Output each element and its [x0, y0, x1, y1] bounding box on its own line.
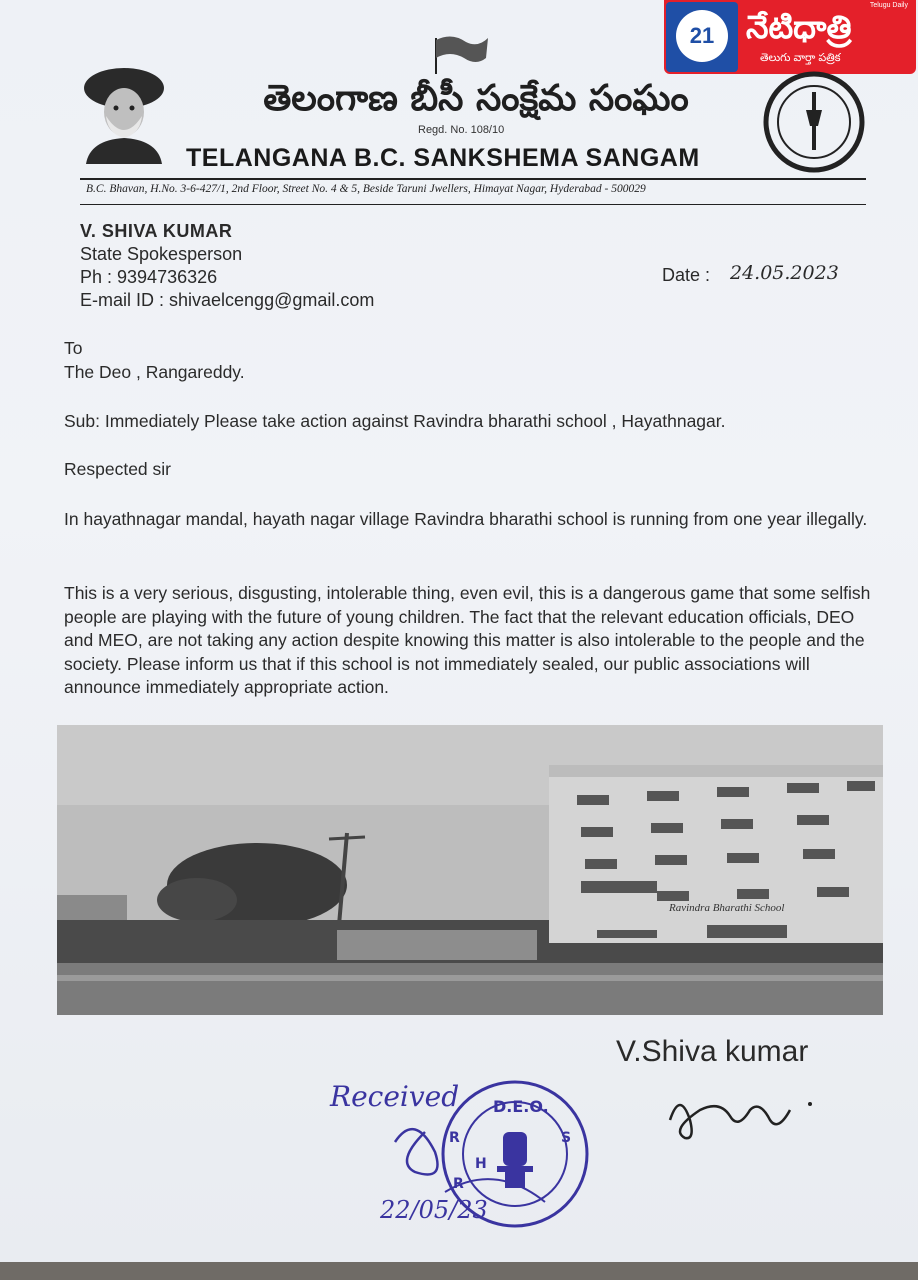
channel-number: 21	[676, 10, 728, 62]
recipient-to: To	[64, 338, 83, 358]
date-value: 24.05.2023	[730, 262, 839, 284]
channel-badge	[666, 2, 738, 72]
signature-scribble	[660, 1080, 830, 1150]
header-rule	[80, 204, 866, 205]
stamp-title: D.E.O.	[493, 1097, 549, 1116]
sender-name: V. SHIVA KUMAR	[80, 221, 233, 241]
flag-icon	[432, 34, 490, 74]
sender-designation: State Spokesperson	[80, 244, 243, 264]
building-sign: Ravindra Bharathi School	[669, 902, 785, 914]
salutation: Respected sir	[64, 459, 171, 479]
sender-email: E-mail ID : shivaelcengg@gmail.com	[80, 290, 375, 310]
header-rule	[80, 178, 866, 180]
received-note: Received	[330, 1080, 460, 1113]
recipient	[64, 337, 245, 384]
channel-top-note: Telugu Daily	[869, 2, 908, 9]
registration-number: Regd. No. 108/10	[418, 124, 505, 136]
sender-block	[80, 220, 374, 312]
background-surface	[0, 1262, 918, 1280]
org-title-english: TELANGANA B.C. SANKSHEMA SANGAM	[186, 144, 700, 172]
channel-logo	[664, 0, 916, 74]
founder-portrait-icon	[80, 64, 168, 164]
org-seal-icon	[762, 70, 866, 174]
channel-name: నేటిధాత్రి	[746, 9, 852, 45]
channel-tagline: తెలుగు వార్తా పత్రిక	[760, 52, 841, 64]
school-photo	[57, 725, 883, 1015]
date-label: Date :	[662, 265, 711, 285]
body-paragraph: This is a very serious, disgusting, intolerable thing, even evil, this is a dangerous game that some selfish people are playing with the future of young children. The fact that the relevant education officials, DEO and MEO, are not taking any action despite knowing this matter is also intolerable to the people and the society. Please inform us that if this school is not immediately sealed, our public associations will announce immediately appropriate action.	[64, 583, 871, 697]
body-paragraph: In hayathnagar mandal, hayath nagar village Ravindra bharathi school is running from one year illegally.	[64, 509, 868, 529]
stamp-letter: S	[561, 1130, 572, 1146]
stamp-letter: H	[475, 1156, 487, 1172]
stamp-letter: R	[449, 1130, 460, 1146]
stamp-letter: R	[453, 1176, 464, 1192]
org-address: B.C. Bhavan, H.No. 3-6-427/1, 2nd Floor, Street No. 4 & 5, Beside Taruni Jwellers, Himayat Nagar, Hyderabad - 500029	[86, 183, 646, 195]
signatory-name: V.Shiva kumar	[616, 1035, 809, 1068]
org-title-telugu: తెలంగాణ బీసీ సంక్షేమ సంఘం	[263, 78, 689, 119]
sender-phone: Ph : 9394736326	[80, 267, 218, 287]
subject-line: Sub: Immediately Please take action against Ravindra bharathi school , Hayathnagar.	[64, 411, 726, 431]
received-date: 22/05/23	[380, 1196, 488, 1224]
recipient-name: The Deo , Rangareddy.	[64, 361, 245, 382]
